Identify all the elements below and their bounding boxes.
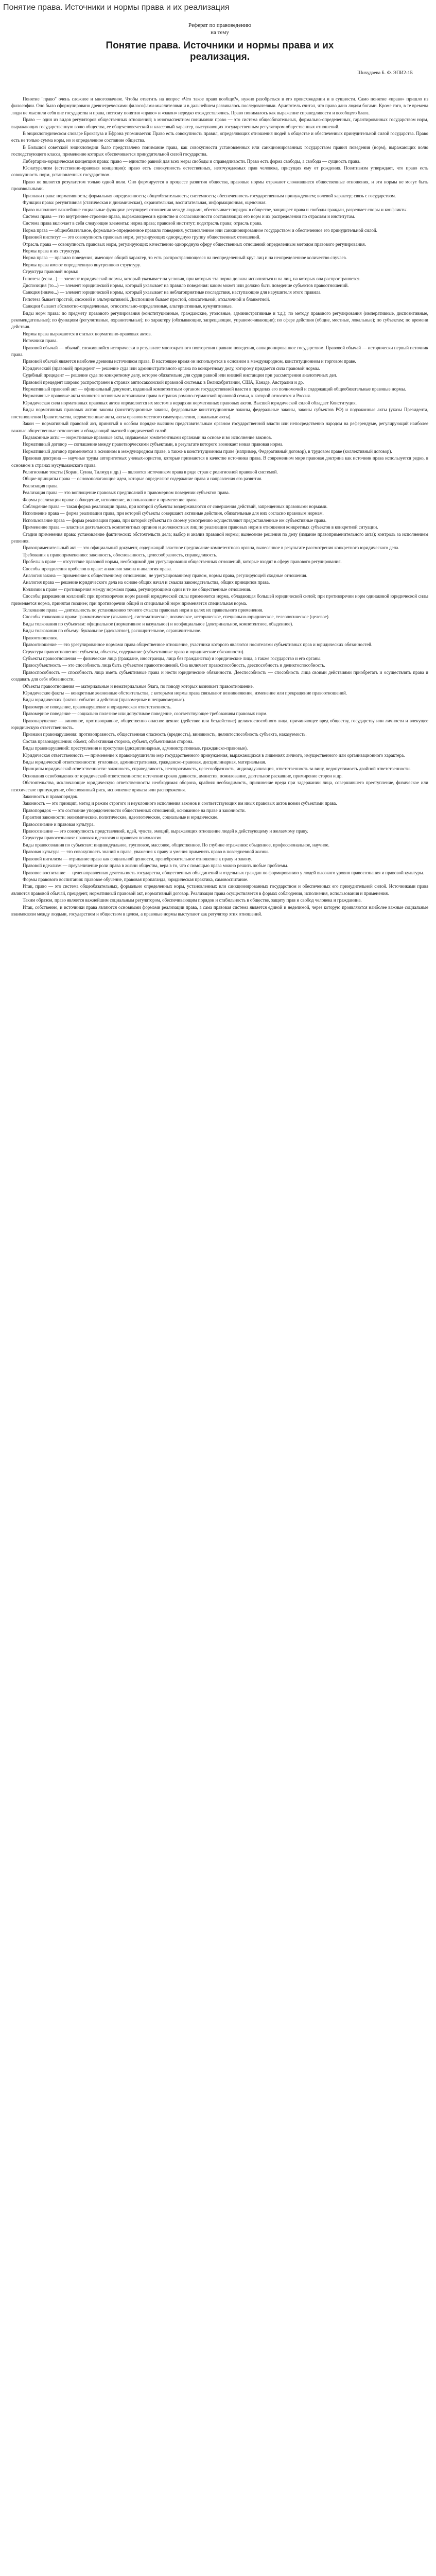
body-paragraph: Признаки права: нормативность; формальная определенность; общеобязательность; системность; обеспеченность государственным принуждением; волевой характер; связь с государством. xyxy=(23,193,396,198)
body-paragraph: Нормативный правовой акт — официальный документ, изданный компетентным органом государственной власти в пределах его полномочий и содержащий общеобязательные правовые нормы. xyxy=(23,386,406,392)
cover-line-1: Реферат по правоведению xyxy=(188,22,251,28)
document-sheet xyxy=(11,22,428,2576)
body-paragraph: Нормативные правовые акты являются основным источником права в странах романо-германской правовой семьи, к которой относится и Россия. xyxy=(23,393,311,399)
body-paragraph: Функции права: регулятивная (статическая и динамическая), охранительная, воспитательная, информационная, оценочная. xyxy=(23,200,267,206)
body-paragraph: Таким образом, право является важнейшим социальным регулятором, обеспечивающим порядок и стабильность в обществе, защиту прав и свобод человека и гражданина. xyxy=(23,897,362,903)
body-paragraph: Правовой обычай является наиболее древним источником права. В настоящее время он используется в основном в международном, конституционном и торговом праве. xyxy=(23,359,356,364)
body-paragraph: Право выполняет важнейшие социальные функции: регулирует отношения между людьми, обеспечивает порядок в обществе, защищает права и свободы граждан, разрешает споры и конфликты. xyxy=(23,207,408,212)
body-paragraph: Правовая культура — это совокупность знаний о праве, уважения к праву и умения применять право в повседневной жизни. xyxy=(23,849,269,855)
body-paragraph: Виды юридической ответственности: уголовная, административная, гражданско-правовая, дисциплинарная, материальная. xyxy=(23,759,266,765)
body-paragraph: Виды нормативных правовых актов: законы (конституционные законы, федеральные конституционные законы, федеральные законы, законы субъектов РФ) и подзаконные акты (указы Президента, постановления Правительства, ведомственные акты, акты органов местного самоуправления, локальные акты). xyxy=(11,407,428,419)
body-paragraph: Норма права — правило поведения, имеющее общий характер, то есть распространяющееся на неопределенный круг лиц и на неопределенное количество случаев. xyxy=(23,255,347,261)
body-paragraph: Религиозные тексты (Коран, Сунна, Талмуд и др.) — являются источником права в ряде стран с религиозной правовой системой. xyxy=(23,469,278,474)
body-paragraph: Правовой прецедент широко распространен в странах англосаксонской правовой системы: в Великобритании, США, Канаде, Австралии и др. xyxy=(23,379,304,385)
body-paragraph: Толкование права — деятельность по установлению точного смысла правовых норм в целях их правильного применения. xyxy=(23,607,264,613)
body-paragraph: Правонарушение — виновное, противоправное, общественно опасное деяние (действие или бездействие) деликтоспособного лица, причиняющее вред обществу, государству или личности и влекущее юридическую ответственность. xyxy=(11,718,428,730)
body-paragraph: Понятие "право" очень сложное и многозначное. Чтобы ответить на вопрос «Что такое право вообще?», нужно разобраться в его происхождении и в сущности. Само понятие «право» пришло из философии. Оно было сформулировано древнегреческими философами-мыслителями и в дальнейшем развивалось последователями. Аристотель считал, что право дано людям богами. Кроме того, в те времена люди не мыслили себя вне государства и права, поэтому понятия «право» и «закон» нередко отождествлялись. Право понималось как выражение справедливости и всеобщего блага. xyxy=(11,96,428,115)
body-paragraph: Закон — нормативный правовой акт, принятый в особом порядке высшим представительным органом государственной власти или непосредственно народом на референдуме, регулирующий наиболее важные общественные отношения и обладающий высшей юридической силой. xyxy=(11,421,428,433)
body-paragraph: Нормативный договор применяется в основном в международном праве, а также в конституционном праве (например, Федеративный договор), в трудовом праве (коллективный договор). xyxy=(23,448,392,454)
body-paragraph: Структура правоотношения: субъекты, объекты, содержание (субъективные права и юридические обязанности). xyxy=(23,649,245,654)
body-paragraph: Правосознание и правовая культура. xyxy=(23,821,95,827)
body-paragraph: Диспозиция (то...) — элемент юридической нормы, который указывает на правило поведения: каким может или должно быть поведение субъектов правоотношений. xyxy=(23,282,349,288)
body-paragraph: Правоотношение — это урегулированное нормами права общественное отношение, участники которого являются носителями субъективных прав и юридических обязанностей. xyxy=(23,642,373,648)
body-paragraph: Применение права — властная деятельность компетентных органов и должностных лиц по реализации правовых норм в отношении конкретных субъектов в конкретной ситуации. xyxy=(23,524,378,530)
body-paragraph: Судебный прецедент — решение суда по конкретному делу, которое обязательно для судов равной или низшей инстанции при рассмотрении аналогичных дел. xyxy=(23,372,337,378)
body-paragraph: Юснатурализм (естественно-правовая концепция): право есть совокупность естественных, неотчуждаемых прав человека, присущих ему от рождения. Позитивизм утверждает, что право есть совокупность норм, установленных государством. xyxy=(11,165,428,178)
cover-line-2: на тему xyxy=(211,29,229,36)
body-paragraph: Система права — это внутреннее строение права, выражающееся в единстве и согласованности составляющих его норм и их распределении по отраслям и институтам. xyxy=(23,213,355,219)
body-paragraph: Признаки правонарушения: противоправность, общественная опасность (вредность), виновность, деликтоспособность субъекта, наказуемость. xyxy=(23,732,307,737)
body-paragraph: Аналогия закона — применение к общественному отношению, не урегулированному правом, нормы права, регулирующей сходные отношения. xyxy=(23,573,307,579)
body-paragraph: Нормативный договор — соглашение между правотворческими субъектами, в результате которого возникает новая правовая норма. xyxy=(23,442,284,447)
body-paragraph: Итак, собственно, и источники права являются основными формами реализации права, а сама правовая система является единой и неделимой, через которую проявляются наиболее важные социальные взаимосвязи между людьми, государством и обществом в целом, а правовые нормы выступают как регулятор этих отношений. xyxy=(11,904,428,917)
body-paragraph: Структура правосознания: правовая идеология и правовая психология. xyxy=(23,835,163,841)
body-paragraph: Гипотеза бывает простой, сложной и альтернативной. Диспозиция бывает простой, описательной, отсылочной и бланкетной. xyxy=(23,296,270,302)
body-paragraph: Принципы юридической ответственности: законность, справедливость, неотвратимость, целесообразность, индивидуализация, ответственность за вину, недопустимость двойной ответственности. xyxy=(23,766,411,772)
document-title: Понятие права. Источники и нормы права и их реализация xyxy=(3,3,230,12)
body-paragraph: Правосубъектность — это способность лица быть субъектом правоотношений. Она включает правоспособность, дееспособность и деликтоспособность. xyxy=(23,663,325,668)
body-paragraph: Санкции бывают абсолютно-определенные, относительно-определенные, альтернативные, кумулятивные. xyxy=(23,303,233,309)
body-paragraph: В Большой советской энциклопедии было представлено понимание права, как совокупности установленных или санкционированных государством правил поведения (норм), выражающих волю господствующего класса, применение которых обеспечивается принудительной силой государства. xyxy=(11,144,428,157)
body-paragraph: Способы толкования права: грамматическое (языковое), систематическое, логическое, историческое, специально-юридическое, телеологическое (целевое). xyxy=(23,614,330,620)
body-paragraph: Правосознание — это совокупность представлений, идей, чувств, эмоций, выражающих отношение людей к действующему и желаемому праву. xyxy=(23,828,308,834)
body-paragraph: Правовой идеализм — преувеличение роли права в жизни общества, вера в то, что с помощью права можно решить любые проблемы. xyxy=(23,863,288,869)
body-paragraph: Способы преодоления пробелов в праве: аналогия закона и аналогия права. xyxy=(23,566,172,571)
body-paragraph: Правомерное поведение, правонарушение и юридическая ответственность. xyxy=(23,704,172,709)
body-paragraph: Санкция (иначе...) — элемент юридической нормы, который указывает на неблагоприятные последствия, наступающие для нарушителя этого правила. xyxy=(23,290,322,295)
body-paragraph: Право не является результатом только одной воли. Оно формируется в процессе развития общества, правовые нормы отражают сложившиеся общественные отношения, и эти нормы не могут быть произвольными. xyxy=(11,179,428,192)
body-paragraph: Виды правонарушений: преступления и проступки (дисциплинарные, административные, гражданско-правовые). xyxy=(23,745,248,751)
body-paragraph: Система права включает в себя следующие элементы: норма права; правовой институт; подотрасль права; отрасль права. xyxy=(23,221,263,226)
body-paragraph: Нормы права и их структура. xyxy=(23,248,80,253)
cover-heading-line-1: Понятие права. Источники и нормы права и их xyxy=(106,40,334,51)
cover-heading-line-2: реализация. xyxy=(190,52,250,62)
body-paragraph: Отрасль права — совокупность правовых норм, регулирующих качественно однородную сферу общественных отношений определенным методом правового регулирования. xyxy=(23,241,366,247)
body-paragraph: Виды юридических фактов: события и действия (правомерные и неправомерные). xyxy=(23,697,185,703)
body-paragraph: Юридическая ответственность — применение к правонарушителю мер государственного принуждения, выражающихся в лишениях личного, имущественного или организационного характера. xyxy=(23,752,405,758)
body-paragraph: Правопорядок — это состояние упорядоченности общественных отношений, основанное на праве и законности. xyxy=(23,807,246,813)
body-paragraph: Соблюдение права — такая форма реализации права, при которой субъекты воздерживаются от совершения действий, запрещенных правовыми нормами. xyxy=(23,503,328,509)
body-paragraph: Нормы права выражаются в статьях нормативно-правовых актов. xyxy=(23,331,152,336)
body-paragraph: Правомерное поведение — социально полезное или допустимое поведение, соответствующее требованиям правовых норм. xyxy=(23,711,268,717)
body-paragraph: Виды толкования по субъектам: официальное (нормативное и казуальное) и неофициальное (доктринальное, компетентное, обыденное). xyxy=(23,621,293,626)
body-paragraph: Правовой институт — это совокупность правовых норм, регулирующих однородную группу общественных отношений. xyxy=(23,234,260,240)
body-paragraph: В энциклопедическом словаре Брокгауза и Ефрона упоминается: Право есть совокупность правил, определяющих отношения людей в обществе и обеспеченных принудительной силой государства. Право есть не только сумма норм, но и определенное состояние общества. xyxy=(11,131,428,143)
body-paragraph: Правоотношения. xyxy=(23,635,58,640)
body-paragraph: Реализация права. xyxy=(23,483,59,488)
body-paragraph: Аналогия права — решение юридического дела на основе общих начал и смысла законодательства, общих принципов права. xyxy=(23,580,270,585)
body-paragraph: Состав правонарушения: объект, объективная сторона, субъект, субъективная сторона. xyxy=(23,738,194,744)
body-paragraph: Итак, право — это система общеобязательных, формально определенных норм, установленных или санкционированных государством и обеспеченных его принудительной силой. Источниками права являются правовой обычай, прецедент, нормативный правовой акт, нормативный договор. Реализация права осуществляется в формах соблюдения, исполнения, использования и применения. xyxy=(11,884,428,896)
body-paragraph: Либертарно-юридическая концепция права: право — единство равной для всех меры свободы и справедливости. Право есть форма свободы, а свобода — сущность права. xyxy=(23,158,361,164)
body-paragraph: Формы правового воспитания: правовое обучение, правовая пропаганда, юридическая практика, самовоспитание. xyxy=(23,876,249,882)
body-paragraph: Гипотеза (если...) — элемент юридической нормы, который указывает на условия, при которых эта норма должна исполняться и на лиц, на которых она распространяется. xyxy=(23,276,361,281)
body-paragraph: Формы реализации права: соблюдение, исполнение, использование и применение права. xyxy=(23,497,198,502)
body-paragraph: Правовой обычай — обычай, сложившийся исторически в результате многократного повторения правило поведения, санкционированное государством. Правовой обычай — исторически первый источник права. xyxy=(11,345,428,358)
body-paragraph: Юридические факты — конкретные жизненные обстоятельства, с которыми нормы права связывают возникновение, изменение или прекращение правоотношений. xyxy=(23,690,347,696)
body-paragraph: Правоспособность — способность лица иметь субъективные права и нести юридические обязанности. Дееспособность — способность лица своими действиями приобретать и осуществлять права и создавать для себя обязанности. xyxy=(11,669,428,682)
body-paragraph: Правовая доктрина — научные труды авторитетных ученых-юристов, которые признаются в качестве источника права. В современном мире правовая доктрина как источник права используется редко, в основном в странах мусульманского права. xyxy=(11,455,428,468)
body-paragraph: Обстоятельства, исключающие юридическую ответственность: необходимая оборона, крайняя необходимость, причинение вреда при задержании лица, совершившего преступление, физическое или психическое принуждение, обоснованный риск, исполнение приказа или распоряжения. xyxy=(11,780,428,792)
body-paragraph: Объекты правоотношения — материальные и нематериальные блага, по поводу которых возникает правоотношение. xyxy=(23,683,254,689)
body-paragraph: Нормы права имеют определенную внутреннюю структуру. xyxy=(23,262,141,267)
body-paragraph: Общие принципы права — основополагающие идеи, которые определяют содержание права и направления его развития. xyxy=(23,476,263,482)
body-paragraph: Законность и правопорядок. xyxy=(23,794,79,800)
cover-author: Шихудаева Б. Ф. ЭПИ2-1Б xyxy=(357,71,413,76)
body-paragraph: Способы разрешения коллизий: при противоречии норм разной юридической силы применяется норма, обладающая большей юридической силой; при противоречии норм одинаковой юридической силы применяется норма, принятая позднее; при противоречии общей и специальной норм применяется специальная норма. xyxy=(11,594,428,606)
body-paragraph: Право — один из видов регуляторов общественных отношений; в многоаспектном понимании право — это система общеобязательных, формально-определенных, гарантированных государством норм, выражающих государственную волю общества, ее общечеловеческий и классовый характер, выступающих государственным регулятором общественных отношений. xyxy=(11,117,428,129)
body-paragraph: Субъекты правоотношения — физические лица (граждане, иностранцы, лица без гражданства) и юридические лица, а также государство и его органы. xyxy=(23,655,322,661)
body-paragraph: Виды норм права: по предмету правового регулирования (конституционные, гражданские, уголовные, административные и т.д.); по методу правового регулирования (императивные, диспозитивные, рекомендательные); по функциям (регулятивные, охранительные); по характеру (обязывающие, запрещающие, управомочивающие); по сфере действия (общие, местные, локальные); по субъектам; по времени действия. xyxy=(11,310,428,330)
body-paragraph: Правоприменительный акт — это официальный документ, содержащий властное предписание компетентного органа, вынесенное в результате рассмотрения конкретного юридического дела. xyxy=(23,545,399,551)
body-paragraph: Реализация права — это воплощение правовых предписаний в правомерном поведении субъектов права. xyxy=(23,490,230,496)
body-paragraph: Использование права — форма реализации права, при которой субъекты по своему усмотрению осуществляют предоставленные им субъективные права. xyxy=(23,517,327,523)
body-paragraph: Основания освобождения от юридической ответственности: истечение сроков давности, амнистия, помилование, деятельное раскаяние, примирение сторон и др. xyxy=(23,773,343,778)
body-paragraph: Законность — это принцип, метод и режим строгого и неуклонного исполнения законов и соответствующих им иных правовых актов всеми субъектами права. xyxy=(23,801,337,806)
body-paragraph: Норма права — общеобязательное, формально-определенное правило поведения, установленное или санкционированное государством и обеспеченное его принудительной силой. xyxy=(23,227,377,233)
body-paragraph: Юридический (правовой) прецедент — решение суда или административного органа по конкретному делу, которому придается сила правовой нормы. xyxy=(23,365,320,371)
body-paragraph: Юридическая сила нормативных правовых актов определяется их местом в иерархии нормативных правовых актов. Высшей юридической силой обладает Конституция. xyxy=(23,400,357,405)
body-paragraph: Требования к правоприменению: законность, обоснованность, целесообразность, справедливость. xyxy=(23,552,217,557)
body-paragraph: Виды толкования по объему: буквальное (адекватное), расширительное, ограничительное. xyxy=(23,628,201,634)
body-paragraph: Гарантии законности: экономические, политические, идеологические, социальные и юридические. xyxy=(23,815,219,820)
body-paragraph: Источники права. xyxy=(23,338,58,344)
body-paragraph: Пробелы в праве — отсутствие правовой нормы, необходимой для урегулирования общественных отношений, которые входят в сферу правового регулирования. xyxy=(23,559,342,565)
body-paragraph: Исполнение права — форма реализации права, при которой субъекты совершают активные действия, обязательные для них согласно правовым нормам. xyxy=(23,511,324,516)
body-paragraph: Структура правовой нормы: xyxy=(23,269,78,275)
body-paragraph: Коллизии в праве — противоречия между нормами права, регулирующими одни и те же общественные отношения. xyxy=(23,586,251,592)
body-paragraph: Стадии применения права: установление фактических обстоятельств дела; выбор и анализ правовой нормы; вынесение решения по делу (издание правоприменительного акта); контроль за исполнением решения. xyxy=(11,531,428,544)
body-paragraph: Правовой нигилизм — отрицание права как социальной ценности, пренебрежительное отношение к праву и закону. xyxy=(23,856,252,861)
body-paragraph: Правовое воспитание — целенаправленная деятельность государства, общественных объединений и отдельных граждан по формированию у людей высокого уровня правосознания и правовой культуры. xyxy=(23,870,424,875)
body-paragraph: Подзаконные акты — нормативные правовые акты, издаваемые компетентными органами на основе и во исполнение законов. xyxy=(23,434,272,440)
body-paragraph: Виды правосознания по субъектам: индивидуальное, групповое, массовое, общественное. По глубине отражения: обыденное, профессиональное, научное. xyxy=(23,842,329,848)
document-body xyxy=(11,96,428,918)
